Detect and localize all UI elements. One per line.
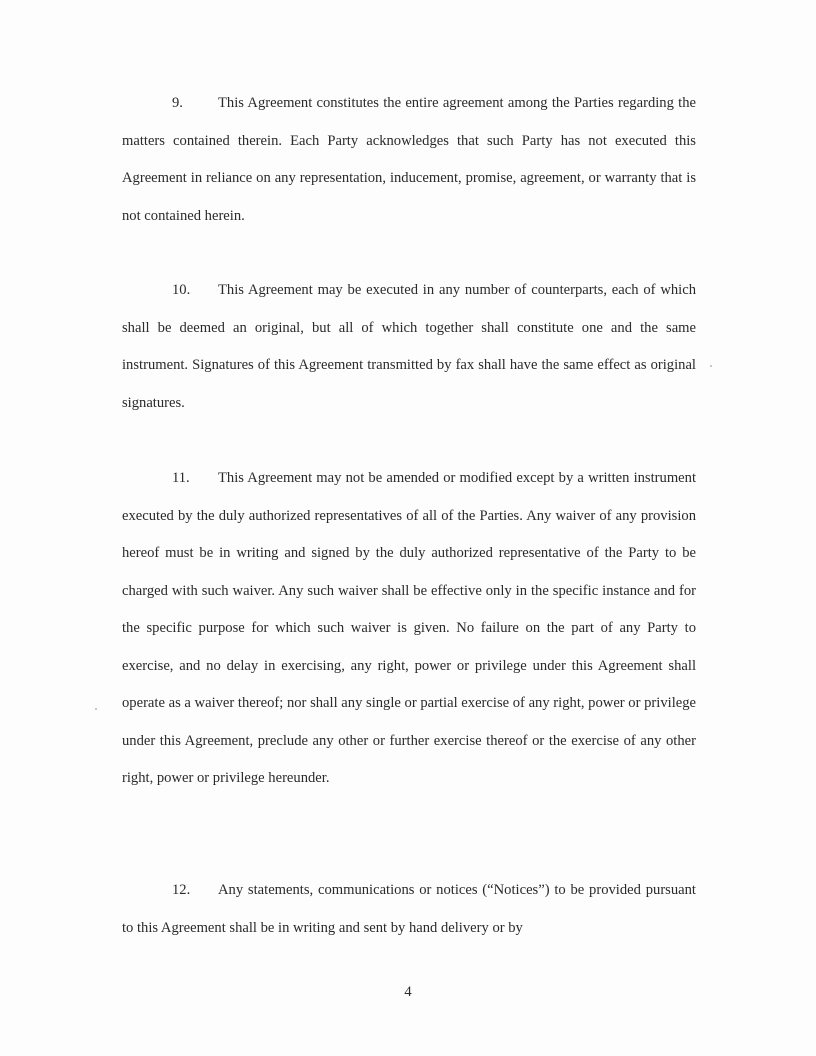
page-number: 4 <box>404 984 412 1000</box>
paragraph-number: 9. <box>172 95 183 111</box>
paragraph-12 <box>122 872 696 947</box>
paragraph-text: This Agreement may not be amended or modified except by a written instrument executed by the duly authorized representatives of all of the Parties. Any waiver of any provision hereof must be in writing and signed by the duly authorized representative of the Party to be charged with such waiver. Any such waiver shall be effective only in the specific instance and for the specific purpose for which such waiver is given. No failure on the part of any Party to exercise, and no delay in exercising, any right, power or privilege under this Agreement shall operate as a waiver thereof; nor shall any single or partial exercise of any right, power or privilege under this Agreement, preclude any other or further exercise thereof or the exercise of any other right, power or privilege hereunder. <box>122 470 696 786</box>
scan-speck <box>710 365 712 367</box>
paragraph-number: 12. <box>172 882 191 898</box>
paragraph-9 <box>122 85 696 235</box>
paragraph-11 <box>122 460 696 798</box>
scan-speck <box>95 708 97 710</box>
paragraph-text: This Agreement may be executed in any number of counterparts, each of which shall be deemed an original, but all of which together shall constitute one and the same instrument. Signatures of this Agreement transmitted by fax shall have the same effect as original signatures. <box>122 282 696 411</box>
paragraph-number: 10. <box>172 282 191 298</box>
paragraph-text: This Agreement constitutes the entire agreement among the Parties regarding the matters contained therein. Each Party acknowledges that such Party has not executed this Agreement in reliance on any representation, inducement, promise, agreement, or warranty that is not contained herein. <box>122 95 696 224</box>
paragraph-text: Any statements, communications or notices (“Notices”) to be provided pursuant to this Agreement shall be in writing and sent by hand delivery or by <box>122 882 696 936</box>
paragraph-10 <box>122 272 696 422</box>
paragraph-number: 11. <box>172 470 190 486</box>
